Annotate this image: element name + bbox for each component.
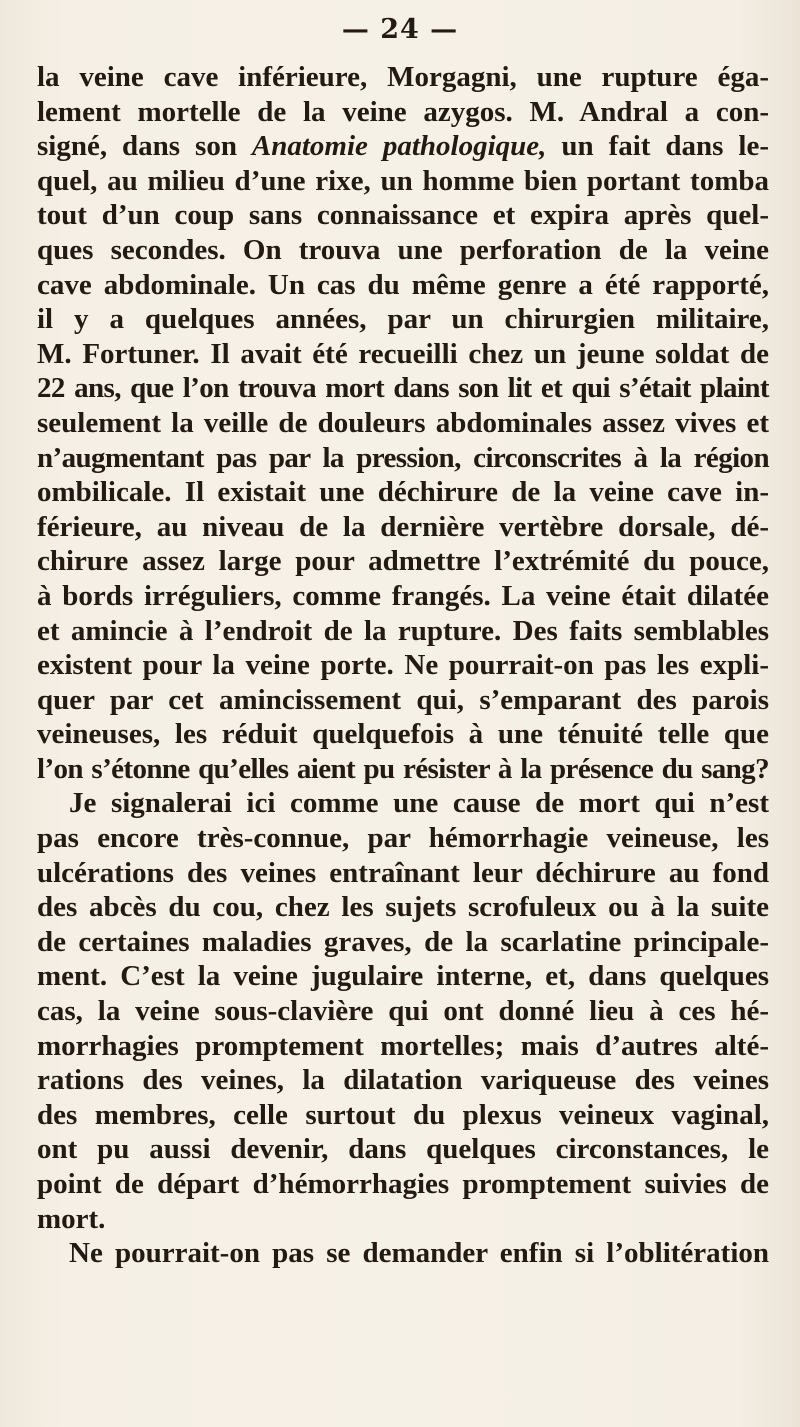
- italic-book-title: Anatomie pathologique,: [251, 130, 547, 163]
- paragraph-start-line: Ne pourrait-on pas se demander enfin si l’oblitération: [69, 1237, 769, 1270]
- body-text: [37, 60, 769, 1271]
- text-line: l’on s’étonne qu’elles aient pu résister à la présence du sang?: [37, 752, 769, 785]
- page-number: — 24 —: [341, 14, 459, 45]
- text-line: lement mortelle de la veine azygos. M. Andral a con-: [37, 95, 769, 128]
- text-line: morrhagies promptement mortelles; mais d’autres alté-: [37, 1029, 769, 1062]
- text-line: il y a quelques années, par un chirurgien militaire,: [37, 303, 769, 336]
- text-line: et amincie à l’endroit de la rupture. Des faits semblables: [37, 614, 769, 647]
- text-line: seulement la veille de douleurs abdominales assez vives et: [37, 406, 769, 439]
- text-line: cave abdominale. Un cas du même genre a été rapporté,: [37, 268, 769, 301]
- text-line: 22 ans, que l’on trouva mort dans son lit et qui s’était plaint: [37, 372, 769, 405]
- text-line: la veine cave inférieure, Morgagni, une rupture éga-: [37, 61, 769, 93]
- text-line: tout d’un coup sans connaissance et expira après quel-: [37, 199, 769, 232]
- text-line: ont pu aussi devenir, dans quelques circonstances, le: [37, 1133, 769, 1166]
- text-line: de certaines maladies graves, de la scarlatine principale-: [37, 925, 769, 958]
- text-line: des abcès du cou, chez les sujets scrofuleux ou à la suite: [37, 891, 769, 924]
- text-line: férieure, au niveau de la dernière vertèbre dorsale, dé-: [37, 510, 769, 543]
- text-line: pas encore très-connue, par hémorrhagie veineuse, les: [37, 822, 769, 855]
- text-line: ment. C’est la veine jugulaire interne, et, dans quelques: [37, 960, 769, 993]
- text-line: existent pour la veine porte. Ne pourrait-on pas les expli-: [37, 649, 769, 682]
- paragraph-start-line: Je signalerai ici comme une cause de mort qui n’est: [69, 787, 769, 820]
- text-line: veineuses, les réduit quelquefois à une ténuité telle que: [37, 718, 769, 751]
- text-line: rations des veines, la dilatation variqueuse des veines: [37, 1064, 769, 1097]
- text-line: ulcérations des veines entraînant leur déchirure au fond: [37, 856, 769, 889]
- text-line-with-italic-title: signé, dans son Anatomie pathologique, un fait dans le-: [37, 130, 769, 163]
- text-line: M. Fortuner. Il avait été recueilli chez un jeune soldat de: [37, 337, 769, 370]
- text-line: quel, au milieu d’une rixe, un homme bien portant tomba: [37, 164, 769, 197]
- text-line: des membres, celle surtout du plexus veineux vaginal,: [37, 1098, 769, 1131]
- paragraph-end-line: mort.: [37, 1202, 106, 1235]
- text-line: ques secondes. On trouva une perforation de la veine: [37, 233, 769, 266]
- text-line: point de départ d’hémorrhagies promptement suivies de: [37, 1168, 769, 1200]
- text-line: n’augmentant pas par la pression, circonscrites à la région: [37, 441, 769, 474]
- text-line: cas, la veine sous-clavière qui ont donné lieu à ces hé-: [37, 995, 769, 1028]
- text-line: chirure assez large pour admettre l’extrémité du pouce,: [37, 545, 769, 578]
- text-line: quer par cet amincissement qui, s’emparant des parois: [37, 683, 769, 716]
- text-line: à bords irréguliers, comme frangés. La veine était dilatée: [37, 579, 769, 612]
- text-line: ombilicale. Il existait une déchirure de la veine cave in-: [37, 476, 769, 509]
